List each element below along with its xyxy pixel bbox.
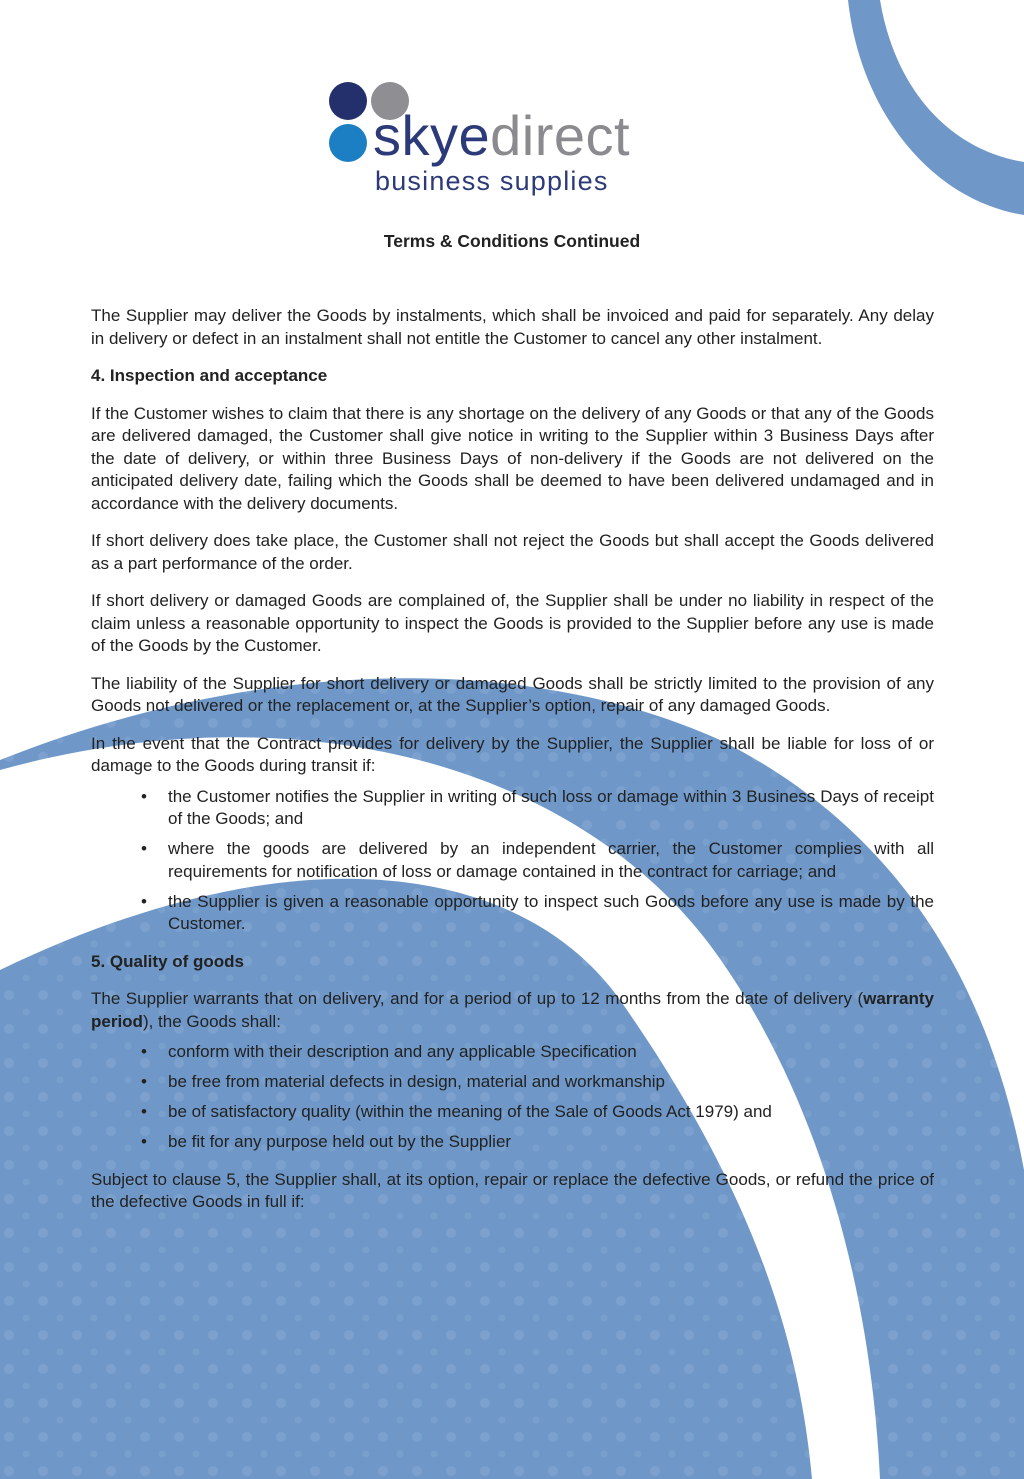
document-body xyxy=(91,305,934,1229)
bullet-icon: • xyxy=(141,1132,147,1151)
list-item xyxy=(91,1041,934,1064)
warranty-text-start: The Supplier warrants that on delivery, and for a period of up to 12 months from the date of delivery ( xyxy=(91,989,864,1008)
list-item xyxy=(91,1101,934,1124)
list-item xyxy=(91,838,934,883)
logo-dot-navy xyxy=(329,82,367,120)
section-4-bullet-list xyxy=(91,786,934,936)
section-5-bullet-list xyxy=(91,1041,934,1154)
logo-tagline: business supplies xyxy=(375,166,609,196)
list-item-text: conform with their description and any applicable Specification xyxy=(168,1042,637,1061)
warranty-period-term: warranty period xyxy=(91,989,934,1031)
section-4-paragraph-5: In the event that the Contract provides for delivery by the Supplier, the Supplier shall be liable for loss of or damage to the Goods during transit if: xyxy=(91,733,934,775)
bullet-icon: • xyxy=(141,891,147,911)
bullet-icon: • xyxy=(141,839,147,858)
list-item-text: be of satisfactory quality (within the meaning of the Sale of Goods Act 1979) and xyxy=(168,1102,772,1121)
bullet-icon: • xyxy=(141,786,147,806)
logo-brand-part2: direct xyxy=(490,104,631,167)
section-5-paragraph-1 xyxy=(91,988,934,1033)
section-4-paragraph-1: If the Customer wishes to claim that there is any shortage on the delivery of any Goods or that any of the Goods are delivered damaged, the Customer shall give notice in writing to the Supplier within 3 Business Days after the date of delivery, or within three Business Days of non-delivery if the Goods are not delivered on the anticipated delivery date, failing which the Goods shall be deemed to have been delivered undamaged and in accordance with the delivery documents. xyxy=(91,403,934,513)
document-title: Terms & Conditions Continued xyxy=(383,231,641,251)
section-4-heading: 4. Inspection and acceptance xyxy=(91,366,328,385)
list-item-text: be fit for any purpose held out by the Supplier xyxy=(168,1132,512,1151)
bullet-icon: • xyxy=(141,1042,147,1061)
warranty-text-end: ), the Goods shall: xyxy=(142,1011,281,1031)
list-item xyxy=(91,1071,934,1094)
bullet-icon: • xyxy=(141,1072,147,1091)
list-item xyxy=(91,786,934,831)
section-4-paragraph-3: If short delivery or damaged Goods are complained of, the Supplier shall be under no liability in respect of the claim unless a reasonable opportunity to inspect the Goods is provided to the Supplier before any use is made of the Goods by the Customer. xyxy=(91,591,934,655)
logo-wordmark xyxy=(373,106,630,166)
list-item-text: the Customer notifies the Supplier in writing of such loss or damage within 3 Business Days of receipt of the Goods; and xyxy=(168,786,934,828)
logo-brand-part1: skye xyxy=(373,104,491,167)
list-item xyxy=(91,1131,934,1154)
list-item-text: be free from material defects in design, material and workmanship xyxy=(168,1072,666,1091)
list-item-text: the Supplier is given a reasonable opportunity to inspect such Goods before any use is made by the Customer. xyxy=(168,891,934,933)
company-logo xyxy=(327,80,667,200)
section-4-paragraph-4: The liability of the Supplier for short delivery or damaged Goods shall be strictly limited to the provision of any Goods not delivered or the replacement or, at the Supplier’s option, repair of any damaged Goods. xyxy=(91,673,934,715)
logo-dot-blue xyxy=(329,124,367,162)
paragraph-instalments: The Supplier may deliver the Goods by instalments, which shall be invoiced and paid for separately. Any delay in delivery or defect in an instalment shall not entitle the Customer to cancel any other instalment. xyxy=(91,306,934,348)
list-item-text: where the goods are delivered by an independent carrier, the Customer complies with all requirements for notification of loss or damage contained in the contract for carriage; and xyxy=(168,839,934,881)
list-item xyxy=(91,891,934,936)
section-5-paragraph-2: Subject to clause 5, the Supplier shall, at its option, repair or replace the defective Goods, or refund the price of the defective Goods in full if: xyxy=(91,1169,934,1211)
section-5-heading: 5. Quality of goods xyxy=(91,951,245,971)
section-4-paragraph-2: If short delivery does take place, the Customer shall not reject the Goods but shall accept the Goods delivered as a part performance of the order. xyxy=(91,531,934,573)
bullet-icon: • xyxy=(141,1102,147,1121)
